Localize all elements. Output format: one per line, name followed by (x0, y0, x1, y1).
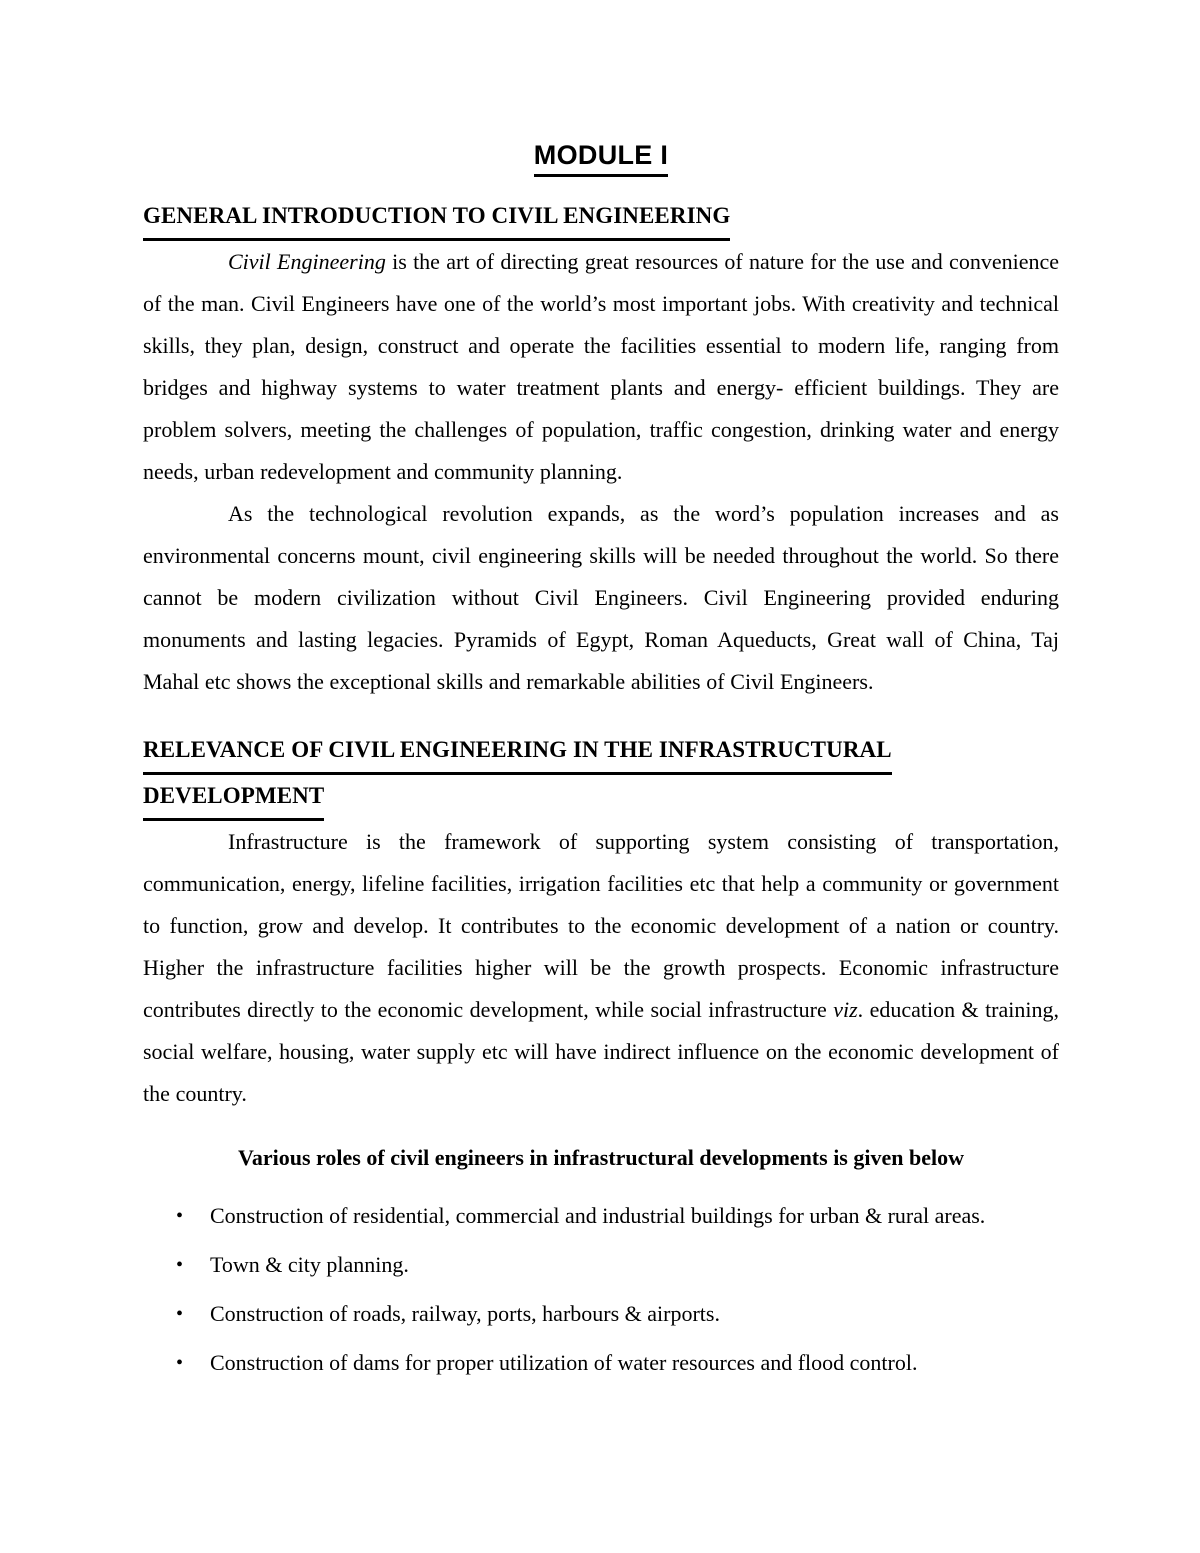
section-heading-relevance (143, 729, 1059, 821)
list-item-label: Construction of roads, railway, ports, harbours & airports. (210, 1301, 720, 1326)
list-item-label: Construction of residential, commercial and industrial buildings for urban & rural areas. (210, 1203, 986, 1228)
section-heading-1-text: GENERAL INTRODUCTION TO CIVIL ENGINEERING (143, 195, 730, 241)
list-item (143, 1195, 1059, 1237)
section-heading-general-introduction (143, 195, 1059, 241)
page-title-text: MODULE I (534, 138, 668, 177)
section-heading-2-line-1 (143, 729, 1059, 775)
paragraph-3-before-italic: Infrastructure is the framework of supporting system consisting of transportation, communication, energy, lifeline facilities, irrigation facilities etc that help a community or government to function, grow and develop. It contributes to the economic development of a nation or country. Higher the infrastructure facilities higher will be the growth prospects. Economic infrastructure contributes directly to the economic development, while social infrastructure (143, 829, 1059, 1022)
bullet-icon: • (176, 1205, 184, 1227)
paragraph-technological-revolution: As the technological revolution expands, as the word’s population increases and as environmental concerns mount, civil engineering skills will be needed throughout the world. So there cannot be modern civilization without Civil Engineers. Civil Engineering provided enduring monuments and lasting legacies. Pyramids of Egypt, Roman Aqueducts, Great wall of China, Taj Mahal etc shows the exceptional skills and remarkable abilities of Civil Engineers. (143, 501, 1059, 694)
list-item (143, 1342, 1059, 1384)
list-item-label: Town & city planning. (210, 1252, 409, 1277)
section-heading-2-line-2-text: DEVELOPMENT (143, 775, 324, 821)
roles-bullet-list (143, 1195, 1059, 1384)
list-item (143, 1293, 1059, 1335)
list-item-label: Construction of dams for proper utilization of water resources and flood control. (210, 1350, 918, 1375)
bullet-icon: • (176, 1352, 184, 1374)
document-content (143, 138, 1059, 1391)
bold-lead-in-various-roles: Various roles of civil engineers in infrastructural developments is given below (238, 1145, 964, 1170)
page-title (143, 138, 1059, 177)
paragraph-infrastructure (143, 821, 1059, 1115)
paragraph-3-italic-viz: viz (833, 997, 858, 1022)
paragraph-3-after-italic: . education & training, social welfare, housing, water supply etc will have indirect influence on the economic development of the country. (143, 997, 1059, 1106)
section-heading-2-line-2 (143, 775, 1059, 821)
list-item (143, 1244, 1059, 1286)
paragraph-civil-engineering-definition (143, 241, 1059, 493)
bullet-icon: • (176, 1303, 184, 1325)
paragraph-1-body: is the art of directing great resources of nature for the use and convenience of the man. Civil Engineers have one of the world’s most important jobs. With creativity and technical skills, they plan, design, construct and operate the facilities essential to modern life, ranging from bridges and highway systems to water treatment plants and energy- efficient buildings. They are problem solvers, meeting the challenges of population, traffic congestion, drinking water and energy needs, urban redevelopment and community planning. (143, 249, 1059, 484)
paragraph-1-lead-italic: Civil Engineering (228, 249, 386, 274)
bullet-icon: • (176, 1254, 184, 1276)
section-heading-2-line-1-text: RELEVANCE OF CIVIL ENGINEERING IN THE INFRASTRUCTURAL (143, 729, 892, 775)
